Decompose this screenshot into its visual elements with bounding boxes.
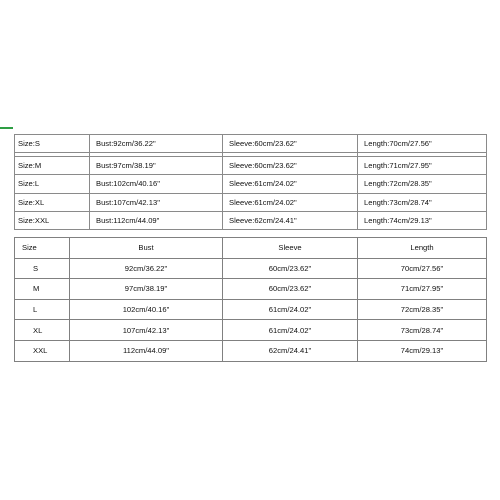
bust-cell: 97cm/38.19" — [70, 279, 223, 300]
table-row — [15, 279, 487, 300]
length-cell: 72cm/28.35" — [358, 299, 487, 320]
sleeve-cell: 61cm/24.02" — [223, 299, 358, 320]
sleeve-cell: 62cm/24.41" — [223, 340, 358, 361]
sleeve-cell: 60cm/23.62" — [223, 258, 358, 279]
table-row — [15, 157, 487, 175]
length-cell: Length:73cm/28.74" — [358, 193, 487, 211]
length-cell: 73cm/28.74" — [358, 320, 487, 341]
bust-cell: Bust:112cm/44.09" — [90, 211, 223, 229]
header-bust: Bust — [70, 238, 223, 259]
size-cell: XXL — [15, 340, 70, 361]
sleeve-cell: Sleeve:60cm/23.62" — [223, 135, 358, 153]
bust-cell: Bust:92cm/36.22" — [90, 135, 223, 153]
size-cell: Size:L — [15, 175, 90, 193]
bust-cell: Bust:97cm/38.19" — [90, 157, 223, 175]
size-cell: XL — [15, 320, 70, 341]
sleeve-cell: Sleeve:62cm/24.41" — [223, 211, 358, 229]
table-row — [15, 258, 487, 279]
size-cell: Size:XXL — [15, 211, 90, 229]
size-cell: Size:S — [15, 135, 90, 153]
size-cell: S — [15, 258, 70, 279]
table-row — [15, 193, 487, 211]
sleeve-cell: 60cm/23.62" — [223, 279, 358, 300]
bust-cell: 92cm/36.22" — [70, 258, 223, 279]
sleeve-cell: Sleeve:61cm/24.02" — [223, 193, 358, 211]
bust-cell: Bust:102cm/40.16" — [90, 175, 223, 193]
length-cell: Length:70cm/27.56" — [358, 135, 487, 153]
green-accent-line — [0, 127, 13, 129]
table-row — [15, 340, 487, 361]
length-cell: 70cm/27.56" — [358, 258, 487, 279]
size-cell: Size:M — [15, 157, 90, 175]
length-cell: Length:72cm/28.35" — [358, 175, 487, 193]
size-chart-table-labeled — [14, 134, 487, 230]
table-row — [15, 175, 487, 193]
table-row — [15, 135, 487, 153]
bust-cell: 107cm/42.13" — [70, 320, 223, 341]
sleeve-cell: Sleeve:61cm/24.02" — [223, 175, 358, 193]
bust-cell: Bust:107cm/42.13" — [90, 193, 223, 211]
size-cell: Size:XL — [15, 193, 90, 211]
length-cell: Length:71cm/27.95" — [358, 157, 487, 175]
header-size: Size — [15, 238, 70, 259]
length-cell: 71cm/27.95" — [358, 279, 487, 300]
table-row — [15, 211, 487, 229]
length-cell: 74cm/29.13" — [358, 340, 487, 361]
size-cell: M — [15, 279, 70, 300]
table-row — [15, 299, 487, 320]
bust-cell: 112cm/44.09" — [70, 340, 223, 361]
bust-cell: 102cm/40.16" — [70, 299, 223, 320]
header-length: Length — [358, 238, 487, 259]
size-cell: L — [15, 299, 70, 320]
header-sleeve: Sleeve — [223, 238, 358, 259]
size-chart-table — [14, 237, 487, 362]
length-cell: Length:74cm/29.13" — [358, 211, 487, 229]
sleeve-cell: Sleeve:60cm/23.62" — [223, 157, 358, 175]
sleeve-cell: 61cm/24.02" — [223, 320, 358, 341]
table-row — [15, 320, 487, 341]
table-header-row — [15, 238, 487, 259]
